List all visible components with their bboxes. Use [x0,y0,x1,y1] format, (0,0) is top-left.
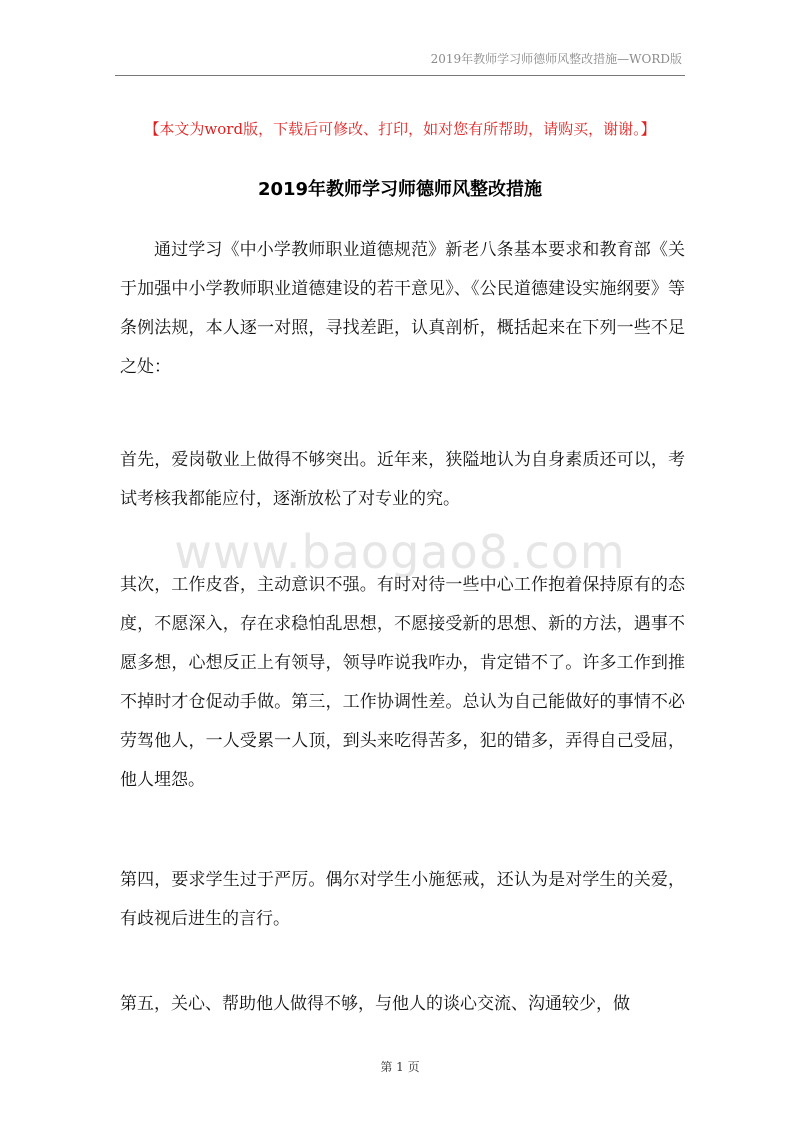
watermark-text: www.baogao8.com [174,525,626,579]
page-number: 第 1 页 [380,1060,420,1074]
header-divider [115,75,685,76]
purchase-notice: 【本文为word版，下载后可修改、打印，如对您有所帮助，请购买，谢谢。】 [144,120,656,138]
paragraph-intro: 通过学习《中小学教师职业道德规范》新老八条基本要求和教育部《关于加强中小学教师职业道德建设的若干意见》、《公民道德建设实施纲要》等条例法规，本人逐一对照，寻找差距，认真剖析，概括起来在下列一些不足之处： [120,240,685,377]
running-header: 2019年教师学习师德师风整改措施—WORD版 [430,52,682,66]
paragraph-fourth: 第四，要求学生过于严厉。偶尔对学生小施惩戒，还认为是对学生的关爱，有歧视后进生的言行。 [120,870,685,929]
paragraph-second: 其次，工作皮沓，主动意识不强。有时对待一些中心工作抱着保持原有的态度，不愿深入，存在求稳怕乱思想，不愿接受新的思想、新的方法，遇事不愿多想，心想反正上有领导，领导咋说我咋办，肯定错不了。许多工作到推不掉时才仓促动手做。第三，工作协调性差。总认为自己能做好的事情不必劳驾他人，一人受累一人顶，到头来吃得苦多，犯的错多，弄得自己受屈，他人埋怨。 [120,575,685,790]
paragraph-fifth: 第五，关心、帮助他人做得不够，与他人的谈心交流、沟通较少，做 [120,994,630,1014]
paragraph-first: 首先，爱岗敬业上做得不够突出。近年来，狭隘地认为自身素质还可以，考试考核我都能应付，逐渐放松了对专业的究。 [120,450,685,509]
document-title: 2019年教师学习师德师风整改措施 [257,179,543,200]
